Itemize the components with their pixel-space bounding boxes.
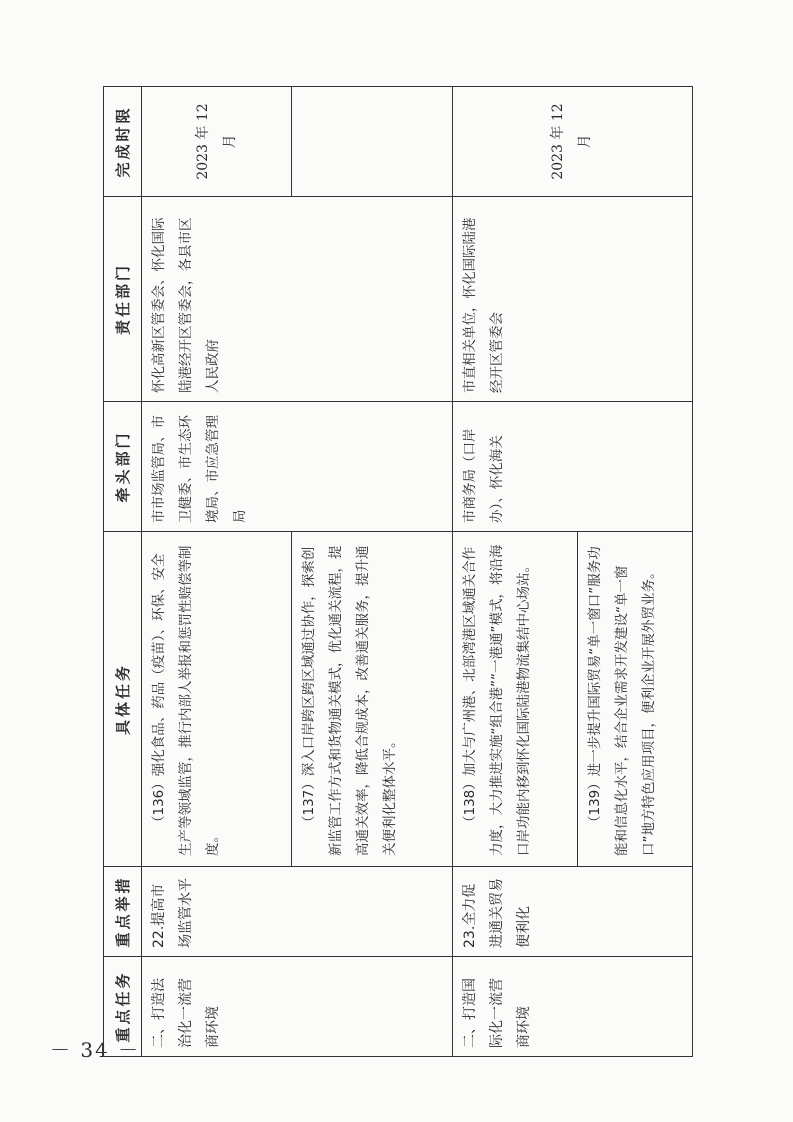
lead-dept-cell: 市商务局（口岸办）、怀化海关 [452, 402, 692, 532]
specific-task-cell [142, 532, 292, 867]
page-number: － 34 － [50, 1038, 141, 1062]
specific-task-cell [292, 532, 452, 867]
task-table [103, 86, 693, 1057]
header-specific-task: 具体任务 [104, 532, 142, 867]
task-text: （137）深入口岸跨区跨区域通过协作，探索创新监管工作方式和货物通关模式，优化通关流程，提高通关效率，降低合规成本，改善通关服务，提升通关便利化整体水平。 [301, 545, 399, 856]
header-key-measure: 重点举措 [104, 867, 142, 957]
specific-task-cell [577, 532, 692, 867]
key-measure-cell: 23.全力促进通关贸易便利化 [452, 867, 692, 957]
table-row [452, 87, 577, 1057]
header-lead-dept: 牵头部门 [104, 402, 142, 532]
header-key-task: 重点任务 [104, 957, 142, 1057]
header-deadline: 完成时限 [104, 87, 142, 197]
table-row [142, 87, 292, 1057]
lead-dept-cell: 市市场监管局、市卫健委、市生态环境局、市应急管理局 [142, 402, 453, 532]
rotated-table-wrapper [103, 87, 693, 1057]
key-measure-cell: 22.提高市场监管水平 [142, 867, 453, 957]
deadline-cell: 2023 年 12 月 [452, 87, 692, 197]
header-resp-dept: 责任部门 [104, 197, 142, 402]
key-task-cell: 二、打造法治化一流营商环境 [142, 957, 453, 1057]
resp-dept-cell: 怀化高新区管委会、怀化国际陆港经开区管委会，各县市区人民政府 [142, 197, 453, 402]
key-task-cell: 二、打造国际化一流营商环境 [452, 957, 692, 1057]
specific-task-cell [452, 532, 577, 867]
task-text: （138）加大与广州港、北部湾港区域通关合作力度，大力推进实施“组合港”“一港通”模式，将沿海口岸功能内移到怀化国际陆港物流集结中心场站。 [461, 544, 532, 856]
deadline-cell [292, 87, 452, 197]
deadline-cell: 2023 年 12 月 [142, 87, 292, 197]
table-header-row [104, 87, 142, 1057]
task-text: （139）进一步提升国际贸易“单一窗口”服务功能和信息化水平，结合企业需求开发建设“单一窗口”地方特色应用项目，便利企业开展外贸业务。 [586, 546, 657, 856]
resp-dept-cell: 市直相关单位，怀化国际陆港经开区管委会 [452, 197, 692, 402]
task-text: （136）强化食品、药品（疫苗）、环保、安全生产等领域监管，推行内部人举报和惩罚性赔偿等制度。 [151, 545, 222, 856]
